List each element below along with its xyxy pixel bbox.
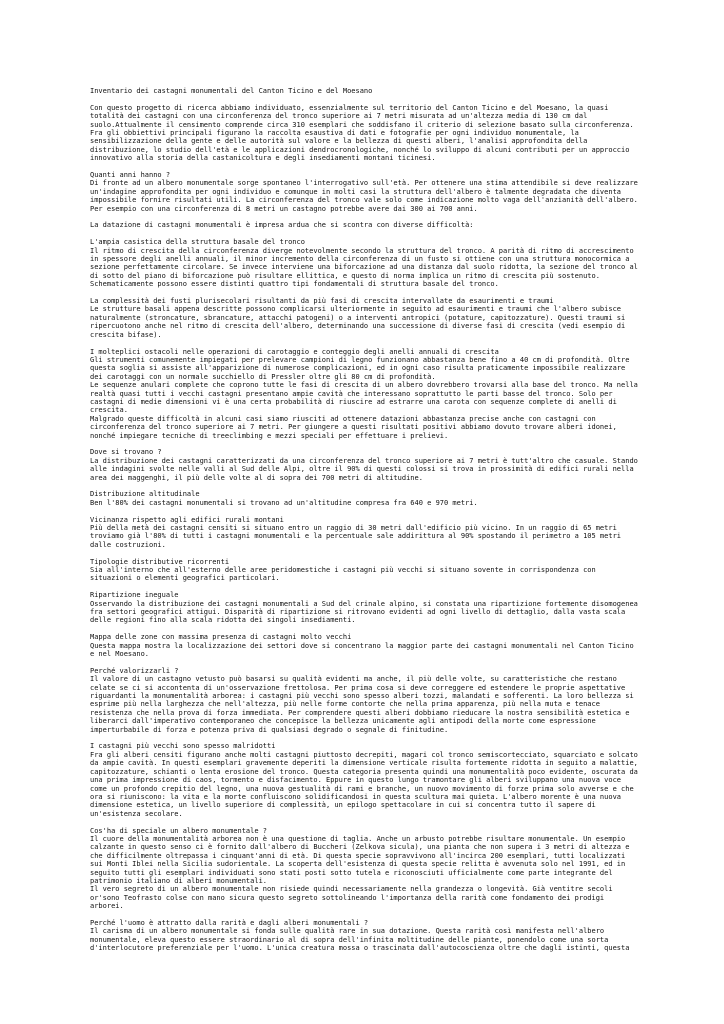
section-body: Il carisma di un albero monumentale si fonda sulle qualità rare in sua dotazione. Questa rarità così manifesta nell'albero monumentale, eleva questo essere straordinario al di sopra dell'infinita moltitudine delle piante, ponendolo come una sorta d'interlocutore preferenziale per l'uomo. L'unica creatura mossa o trascinata dall'autocoscienza oltre che dagli istinti, questa bbox=[90, 927, 630, 953]
section-body: Gli strumenti comunemente impiegati per prelevare campioni di legno funzionano abbastanza bene fino a 40 cm di profondità. Oltre questa soglia si assiste all'apparizione di numerose complicazioni, ed in ogni caso risulta praticamente impossibile realizzare dei carotaggi con un normale succhiello di Pressler oltre gli 80 cm di profondità. Le sequenze anulari complete che coprono tutte le fasi di crescita di un albero dovrebbero trovarsi alla base del tronco. Ma nella realtà quasi tutti i vecchi castagni presentano ampie cavità che interessano soprattutto le parti basse del tronco. Solo per castagni di medie dimensioni vi è una certa probabilità di riuscire ad estrarre una carota con sequenze complete di anelli di crescita. Malgrado queste difficoltà in alcuni casi siamo riusciti ad ottenere datazioni abbastanza precise anche con castagni con circonferenza del tronco superiore ai 7 metri. Per giungere a questi risultati positivi abbiamo dovuto trovare alberi idonei, nonché impiegare tecniche di treeclimbing e mezzi speciali per effettuare i prelievi. bbox=[90, 355, 638, 440]
section bbox=[90, 238, 638, 288]
section bbox=[90, 221, 638, 229]
section bbox=[90, 171, 638, 213]
section-heading: Mappa delle zone con massima presenza di castagni molto vecchi bbox=[90, 633, 352, 642]
document-title: Inventario dei castagni monumentali del Canton Ticino e del Moesano bbox=[90, 87, 373, 95]
section bbox=[90, 448, 638, 482]
section bbox=[90, 297, 638, 339]
document-page bbox=[90, 87, 638, 961]
section-body: Questa mappa mostra la localizzazione dei settori dove si concentrano la maggior parte dei castagni monumentali nel Canton Ticino e nel Moesano. bbox=[90, 641, 634, 659]
section-body: Più della metà dei castagni censiti si situano entro un raggio di 30 metri dall'edificio più vicino. In un raggio di 65 metri troviamo già l'80% di tutti i castagni monumentali e la percentuale sale addirittura al 90% spostando il perimetro a 105 metri dalle costruzioni. bbox=[90, 523, 622, 549]
section bbox=[90, 919, 638, 953]
section-body: Il cuore della monumentalità arborea non è una questione di taglia. Anche un arbusto potrebbe risultare monumentale. Un esempio calzante in questo senso ci è fornito dall'albero di Buccheri (Zelkova sicula), una pianta che non supera i 3 metri di altezza e che difficilmente oltrepassa i cinquant'anni di età. Di questa specie sopravvivono all'incirca 200 esemplari, tutti localizzati sui Monti Iblei nella Sicilia sudorientale. La scoperta dell'esistenza di questa specie relitta è avvenuta solo nel 1991, ed in seguito tutti gli esemplari individuati sono stati posti sotto tutela e riconosciuti ufficialmente come parte integrante del patrimonio italiano di alberi monumentali. Il vero segreto di un albero monumentale non risiede quindi necessariamente nella grandezza o longevità. Già ventitre secoli or'sono Teofrasto colse con mano sicura questo segreto sottolineando l'importanza della rarità come fondamento dei prodigi arborei. bbox=[90, 834, 630, 911]
section-heading: Vicinanza rispetto agli edifici rurali montani bbox=[90, 515, 284, 524]
section bbox=[90, 348, 638, 440]
section-heading: Tipologie distributive ricorrenti bbox=[90, 557, 230, 566]
section-heading: I molteplici ostacoli nelle operazioni di carotaggio e conteggio degli anelli annuali di crescita bbox=[90, 347, 499, 356]
section bbox=[90, 633, 638, 658]
section-heading: L'ampia casistica della struttura basale del tronco bbox=[90, 238, 305, 247]
section-body: La datazione di castagni monumentali è impresa ardua che si scontra con diverse difficoltà: bbox=[90, 221, 474, 230]
section bbox=[90, 490, 638, 507]
section-heading: Cos'ha di speciale un albero monumentale ? bbox=[90, 826, 268, 835]
section bbox=[90, 827, 638, 911]
section-heading: Perché valorizzarli ? bbox=[90, 666, 179, 675]
section-body: Il ritmo di crescita della circonferenza diverge notevolmente secondo la struttura del tronco. A parità di ritmo di accrescimento in spessore degli anelli annuali, il minor incremento della circonferenza di un fusto si ottiene con una struttura monocormica a sezione perfettamente circolare. Se invece interviene una biforcazione ad una distanza dal suolo ridotta, la sezione del tronco al di sotto del piano di biforcazione può risultare ellittica, e questo di norma implica un ritmo di crescita più sostenuto. Schematicamente possono essere distinti quattro tipi fondamentali di struttura basale del tronco. bbox=[90, 246, 638, 289]
section-body: Fra gli alberi censiti figurano anche molti castagni piuttosto decrepiti, magari col tronco semiscortecciato, squarciato e solcato da ampie cavità. In questi esemplari gravemente deperiti la dimensione verticale risulta fortemente ridotta in seguito a malattie, capitozzature, schianti o lenta erosione del tronco. Questa categoria presenta quindi una monumentalità poco evidente, oscurata da una prima impressione di caos, tormento e disfacimento. Eppure in questo lungo tramontare gli alberi sviluppano una nuova voce come un profondo crepitio del legno, una nuova gestualità di rami e branche, un nuovo movimento di forze prima solo avverse e che ora si riuniscono: la vita e la morte confluiscono solidificandosi in questa scultura mai quieta. L'albero morente è una nuova dimensione estetica, un livello superiore di complessità, un epilogo spettacolare in cui si concentra tutto il sapere di un'esistenza secolare. bbox=[90, 750, 638, 818]
section-body: Le strutture basali appena descritte possono complicarsi ulteriormente in seguito ad esaurimenti e traumi che l'albero subisce naturalmente (stroncature, sbrancature, attacchi patogeni) o a interventi antropici (potature, capitozzature). Questi traumi si ripercuotono anche nel ritmo di crescita dell'albero, determinando una successione di diverse fasi di crescita (vedi esempio di crescita bifase). bbox=[90, 305, 626, 339]
section-body: Di fronte ad un albero monumentale sorge spontaneo l'interrogativo sull'età. Per ottenere una stima attendibile si deve realizzare un'indagine approfondita per ogni individuo e comunque in molti casi la struttura dell'albero è talmente degradata che diventa impossibile fornire risultati utili. La circonferenza del tronco vale solo come indicazione molto vaga dell'anzianità dell'albero. Per esempio con una circonferenza di 8 metri un castagno potrebbe avere dai 300 ai 700 anni. bbox=[90, 179, 638, 213]
section-body: La distribuzione dei castagni caratterizzati da una circonferenza del tronco superiore ai 7 metri è tutt'altro che casuale. Stando alle indagini svolte nelle valli al Sud delle Alpi, oltre il 90% di questi colossi si trova in prossimità di edifici rurali nella area dei maggenghi, il più delle volte al di sopra dei 700 metri di altitudine. bbox=[90, 456, 638, 482]
section-body: Il valore di un castagno vetusto può basarsi su qualità evidenti ma anche, il più delle volte, su caratteristiche che restano celate se ci si accontenta di un'osservazione frettolosa. Per prima cosa si deve correggere ed estendere le proprie aspettative riguardanti la monumentalità arborea: i castagni più vecchi sono spesso alberi tozzi, malandati e sofferenti. La loro bellezza si esprime più nella larghezza che nell'altezza, più nelle forme contorte che nella prima apparenza, più nella muta e tenace resistenza che nella prova di forza immediata. Per comprendere questi alberi dobbiamo rieducare la nostra sensibilità estetica e liberarci dall'imperativo contemporaneo che concepisce la bellezza unicamente agli antipodi della morte come espressione imperturbabile di forza e potenza priva di qualsiasi degrado o segnale di finitudine. bbox=[90, 675, 634, 734]
section bbox=[90, 516, 638, 550]
section-heading: I castagni più vecchi sono spesso malridotti bbox=[90, 742, 276, 751]
section-body: Sia all'interno che all'esterno delle aree peridomestiche i castagni più vecchi si situano sovente in corrispondenza con situazioni o elementi geografici particolari. bbox=[90, 566, 596, 583]
section bbox=[90, 558, 638, 583]
section bbox=[90, 742, 638, 818]
section-heading: La complessità dei fusti plurisecolari risultanti da più fasi di crescita intervallate da esaurimenti e traumi bbox=[90, 297, 554, 306]
section-heading: Ripartizione ineguale bbox=[90, 591, 179, 600]
section-heading: Perché l'uomo è attratto dalla rarità e dagli alberi monumentali ? bbox=[90, 918, 369, 927]
section-heading: Quanti anni hanno ? bbox=[90, 171, 171, 180]
sections-container bbox=[90, 171, 638, 953]
section bbox=[90, 667, 638, 734]
section bbox=[90, 591, 638, 625]
section-heading: Dove si trovano ? bbox=[90, 448, 162, 457]
section-heading: Distribuzione altitudinale bbox=[90, 490, 200, 499]
intro-paragraph: Con questo progetto di ricerca abbiamo individuato, essenzialmente sul territorio del Canton Ticino e del Moesano, la quasi totalità dei castagni con una circonferenza del tronco superiore ai 7 metri misurata ad un'altezza media di 130 cm dal suolo.Attualmente il censimento comprende circa 310 esemplari che soddisfano il criterio di selezione basato sulla circonferenza. Fra gli obbiettivi principali figurano la raccolta esaustiva di dati e fotografie per ogni individuo monumentale, la sensibilizzazione della gente e delle autorità sul valore e la bellezza di questi alberi, l'analisi approfondita della distribuzione, lo studio dell'età e le applicazioni dendrocronologiche, nonché lo sviluppo di alcuni contributi per un approccio innovativo alla storia della castanicoltura e degli insediamenti montani ticinesi. bbox=[90, 103, 634, 163]
section-body: Osservando la distribuzione dei castagni monumentali a Sud del crinale alpino, si constata una ripartizione fortemente disomogenea fra settori geografici attigui. Disparità di ripartizione si ritrovano evidenti ad ogni livello di dettaglio, dalla vasta scala delle regioni fino alla scala ridotta dei singoli insediamenti. bbox=[90, 599, 638, 625]
section-body: Ben l'80% dei castagni monumentali si trovano ad un'altitudine compresa fra 640 e 970 metri. bbox=[90, 498, 478, 507]
